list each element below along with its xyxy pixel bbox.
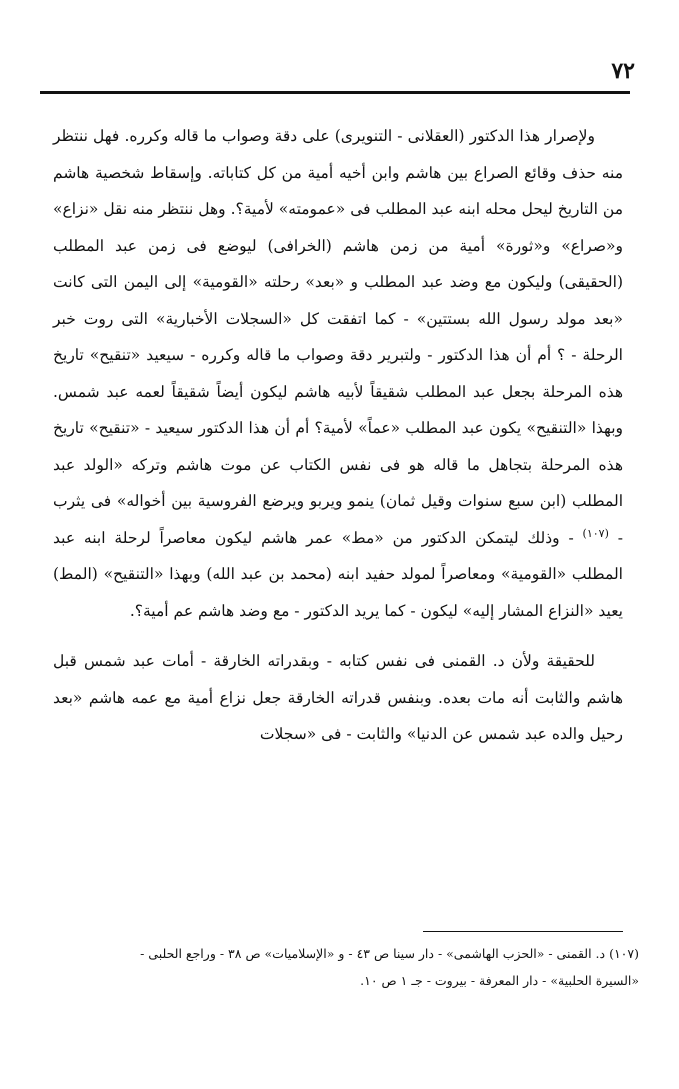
footnote-reference: (١٠٧) [582, 526, 609, 540]
paragraph-1-end-text: - وذلك ليتمكن الدكتور من «مط» عمر هاشم ليكون معاصراً لرحلة ابنه عبد المطلب «القومية» ومعاصراً لمولد حفيد ابنه (محمد بن عبد الله) وبهذا «التنقيح» (المط) يعيد «النزاع المشار إليه» ليكون - كما يريد الدكتور - مع وضد هاشم عم أمية؟. [53, 528, 623, 620]
footnote-rule [423, 931, 623, 932]
paragraph-1-text: ولإصرار هذا الدكتور (العقلانى - التنويرى) على دقة وصواب ما قاله وكرره. فهل ننتظر منه حذف وقائع الصراع بين هاشم وابن أخيه أمية من كل كتاباته. وإسقاط شخصية هاشم من التاريخ ليحل محله ابنه عبد المطلب فى «عمومته» لأمية؟. وهل ننتظر منه نقل «نزاع» و«صراع» و«ثورة» أمية من زمن هاشم (الخرافى) ليوضع فى زمن عبد المطلب (الحقيقى) وليكون مع وضد عبد المطلب و «بعد» رحلته «القومية» إلى اليمن التى كانت «بعد مولد رسول الله بستتين» - كما اتفقت كل «السجلات الأخبارية» التى روت خبر الرحلة - ؟ أم أن هذا الدكتور - ولتبرير دقة وصواب ما قاله وكرره - سيعيد «تنقيح» تاريخ هذه المرحلة بجعل عبد المطلب شقيقاً لأبيه هاشم ليكون أيضاً شقيقاً لعمه عبد شمس. وبهذا «التنقيح» يكون عبد المطلب «عماً» لأمية؟ أم أن هذا الدكتور سيعيد - «تنقيح» تاريخ هذه المرحلة بتجاهل ما قاله هو فى نفس الكتاب عن موت هاشم وتركه «الولد عبد المطلب (ابن سبع سنوات وقيل ثمان) ينمو ويربو ويرضع الفروسية بين أخواله» فى يثرب - [53, 127, 623, 547]
footnote-line-2: «السيرة الحلبية» - دار المعرفة - بيروت - جـ ١ ص ١٠. [360, 973, 639, 988]
header-rule [40, 91, 630, 94]
paragraph-2: للحقيقة ولأن د. القمنى فى نفس كتابه - وبقدراته الخارقة - أمات عبد شمس قبل هاشم والثابت أنه مات بعده. وبنفس قدراته الخارقة جعل نزاع أمية مع عمه هاشم «بعد رحيل والده عبد شمس عن الدنيا» والثابت - فى «سجلات [53, 652, 623, 743]
paragraph-1 [53, 118, 623, 629]
footnotes [49, 940, 639, 994]
page-number: ٧٢ [611, 58, 635, 84]
footnote-line-1: (١٠٧) د. القمنى - «الحزب الهاشمى» - دار سينا ص ٤٣ - و «الإسلاميات» ص ٣٨ - وراجع الحلبى - [140, 946, 639, 961]
main-text [53, 118, 623, 753]
